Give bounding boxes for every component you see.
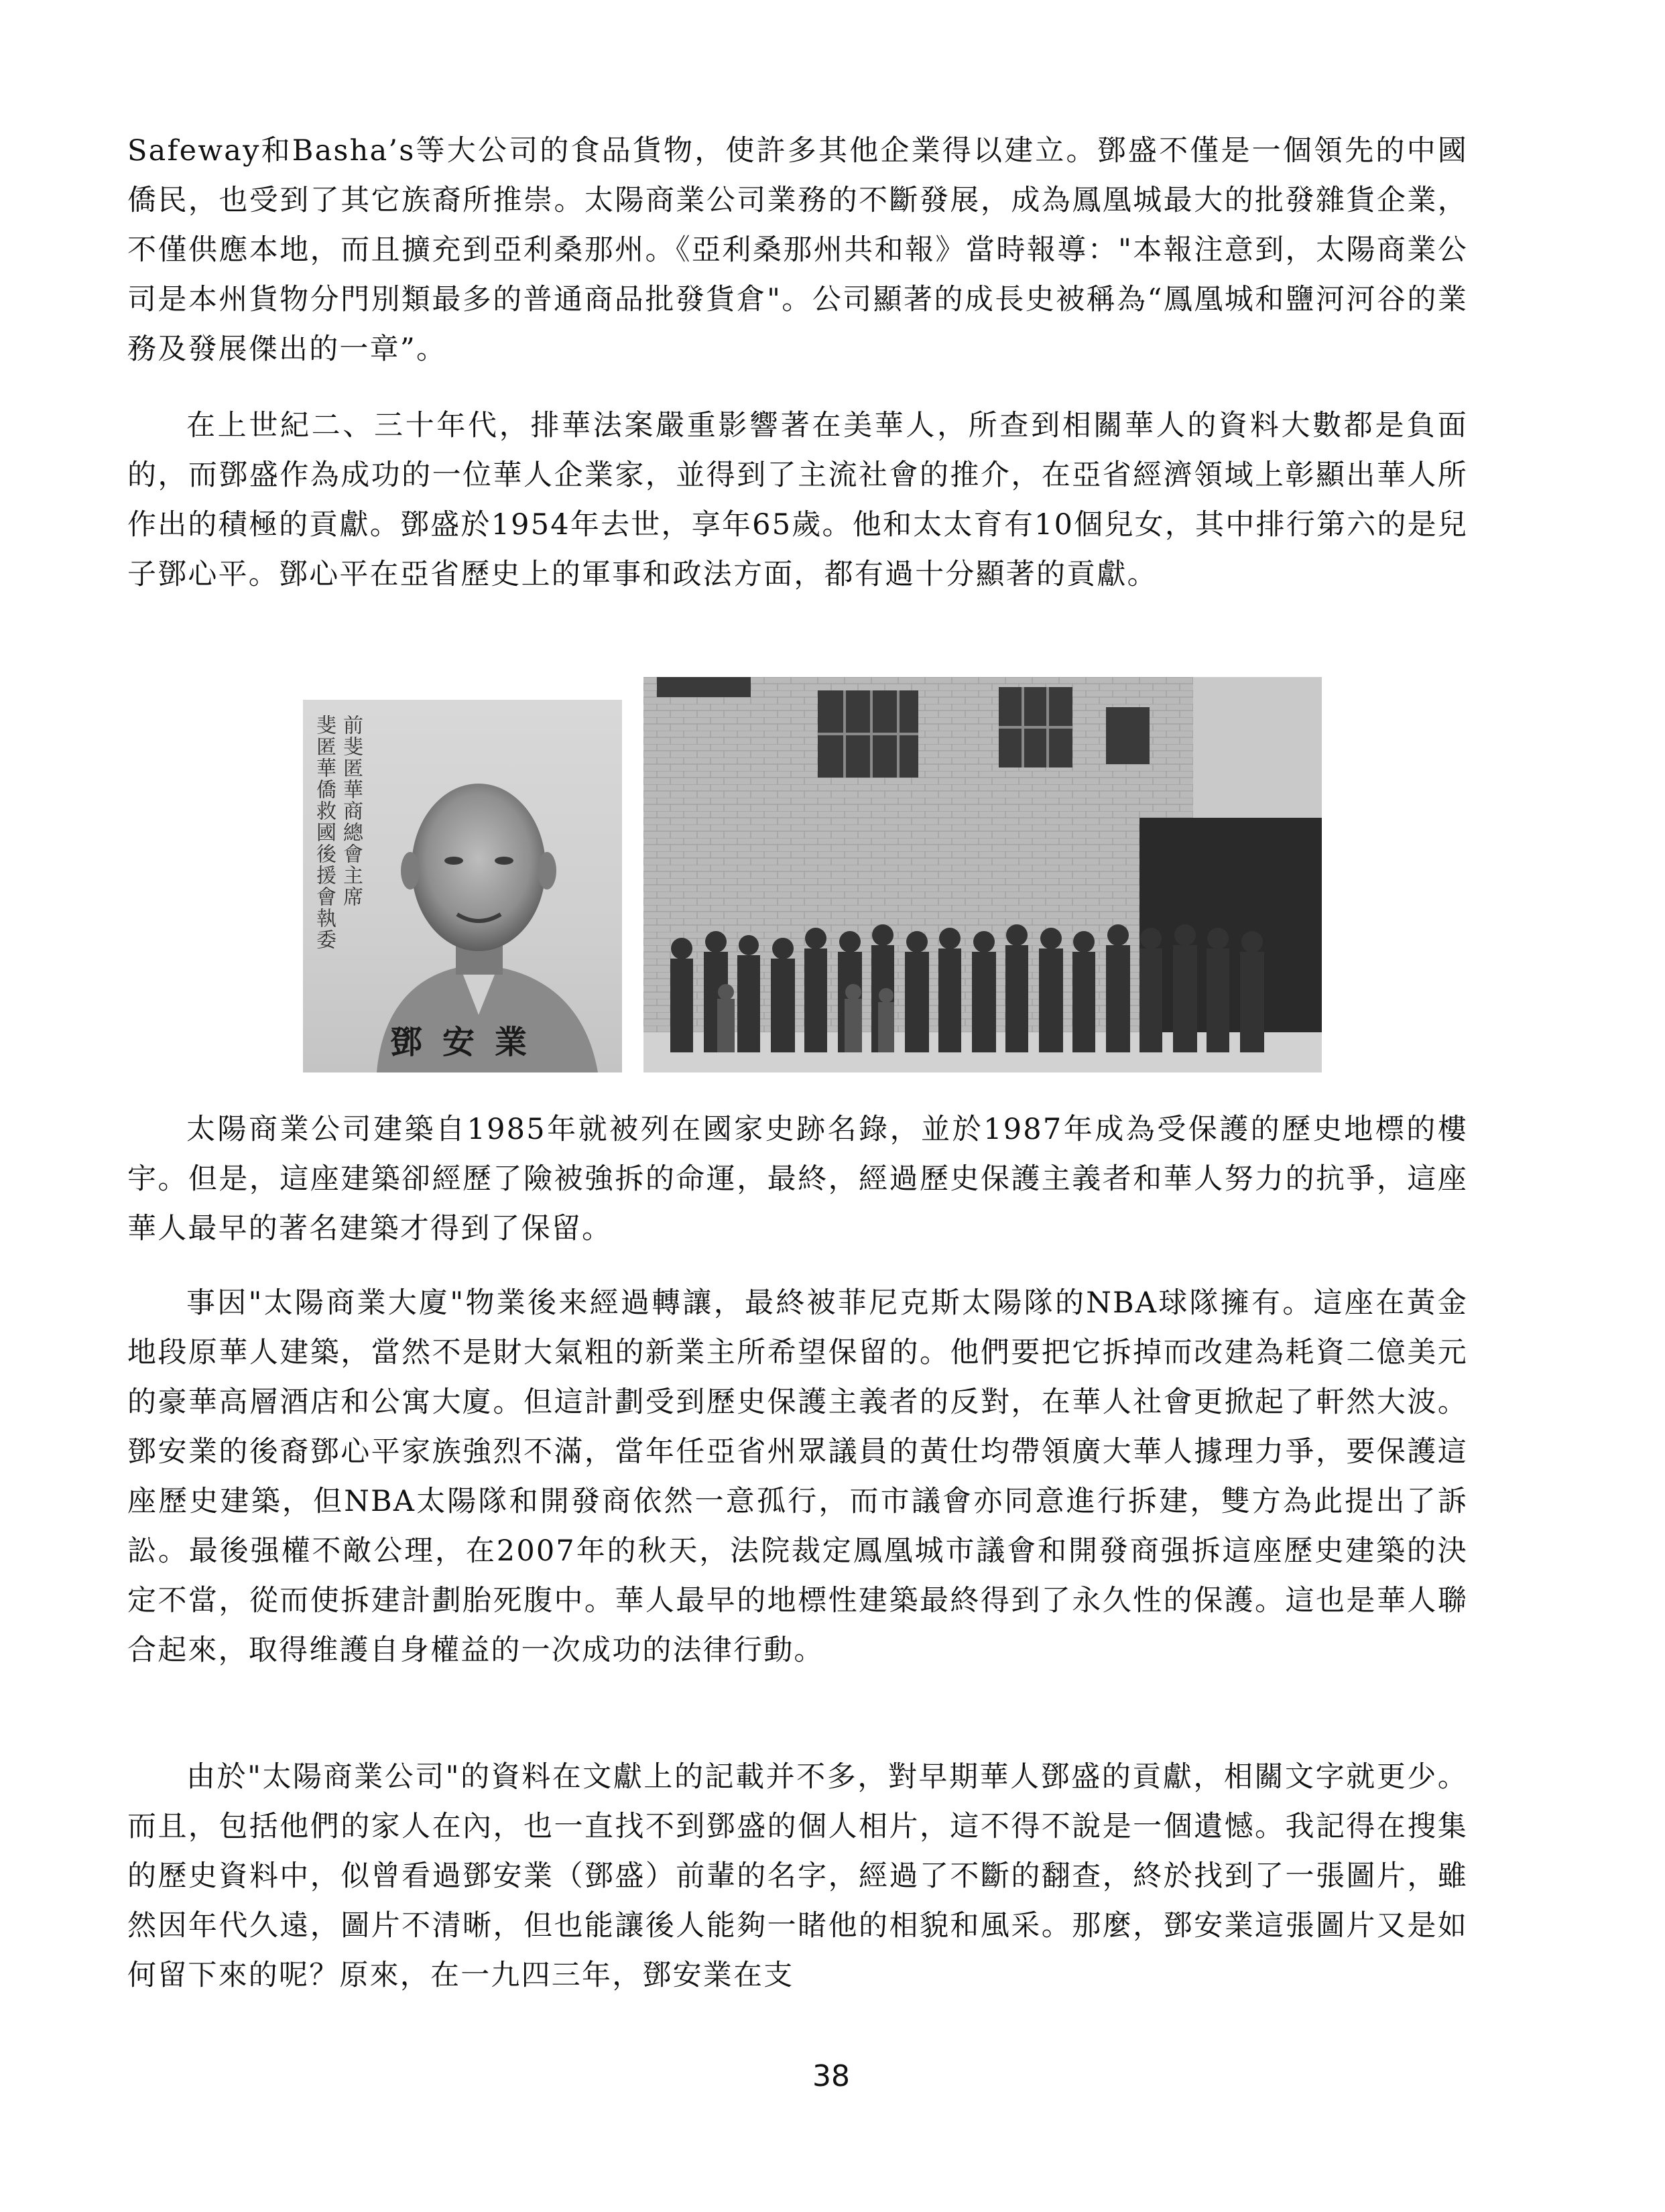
paragraph-1: Safeway和Basha’s等大公司的食品貨物，使許多其他企業得以建立。鄧盛不僅是一個領先的中國僑民，也受到了其它族裔所推崇。太陽商業公司業務的不斷發展，成為鳳凰城最大的批發雜貨企業，不僅供應本地，而且擴充到亞利桑那州。《亞利桑那州共和報》當時報導："本報注意到，太陽商業公司是本州貨物分門別類最多的普通商品批發貨倉"。公司顯著的成長史被稱為“鳳凰城和鹽河河谷的業務及發展傑出的一章”。 <box>127 134 1468 366</box>
portrait-caption-line-2: 前斐匿華商總會主席 <box>339 715 363 908</box>
paragraph-2: 在上世紀二、三十年代，排華法案嚴重影響著在美華人，所查到相關華人的資料大數都是負面的，而鄧盛作為成功的一位華人企業家，並得到了主流社會的推介，在亞省經濟領域上彰顯出華人所作出的積極的貢獻。鄧盛於1954年去世，享年65歲。他和太太育有10個兒女，其中排行第六的是兒子鄧心平。鄧心平在亞省歷史上的軍事和政法方面，都有過十分顯著的貢獻。 <box>127 409 1468 591</box>
portrait-photo <box>303 700 622 1072</box>
paragraph-3: 太陽商業公司建築自1985年就被列在國家史跡名錄，並於1987年成為受保護的歷史地標的樓宇。但是，這座建築卻經歷了險被強拆的命運，最終，經過歷史保護主義者和華人努力的抗爭，這座華人最早的著名建築才得到了保留。 <box>127 1113 1468 1245</box>
paragraph-5: 由於"太陽商業公司"的資料在文獻上的記載并不多，對早期華人鄧盛的貢獻，相關文字就更少。而且，包括他們的家人在內，也一直找不到鄧盛的個人相片，這不得不說是一個遺憾。我記得在搜集的歷史資料中，似曾看過鄧安業（鄧盛）前輩的名字，經過了不斷的翻查，終於找到了一張圖片，雖然因年代久遠，圖片不清晰，但也能讓後人能夠一睹他的相貌和風采。那麼，鄧安業這張圖片又是如何留下來的呢？原來，在一九四三年，鄧安業在支 <box>127 1760 1468 1992</box>
portrait-caption-line-1: 斐匿華僑救國後援會執委 <box>312 715 336 950</box>
portrait-name: 鄧安業 <box>390 1024 548 1061</box>
paragraph-4: 事因"太陽商業大廈"物業後来經過轉讓，最終被菲尼克斯太陽隊的NBA球隊擁有。這座在黃金地段原華人建築，當然不是財大氣粗的新業主所希望保留的。他們要把它拆掉而改建為耗資二億美元的豪華高層酒店和公寓大廈。但這計劃受到歷史保護主義者的反對，在華人社會更掀起了軒然大波。鄧安業的後裔鄧心平家族強烈不滿，當年任亞省州眾議員的黃仕均帶領廣大華人據理力爭，要保護這座歷史建築，但NBA太陽隊和開發商依然一意孤行，而市議會亦同意進行拆建，雙方為此提出了訴訟。最後强權不敵公理，在2007年的秋天，法院裁定鳳凰城市議會和開發商强拆這座歷史建築的決定不當，從而使拆建計劃胎死腹中。華人最早的地標性建築最終得到了永久性的保護。這也是華人聯合起來，取得维護自身權益的一次成功的法律行動。 <box>127 1286 1468 1667</box>
group-photo-image <box>643 677 1322 1072</box>
group-photo <box>643 677 1322 1072</box>
page-number: 38 <box>812 2059 850 2093</box>
